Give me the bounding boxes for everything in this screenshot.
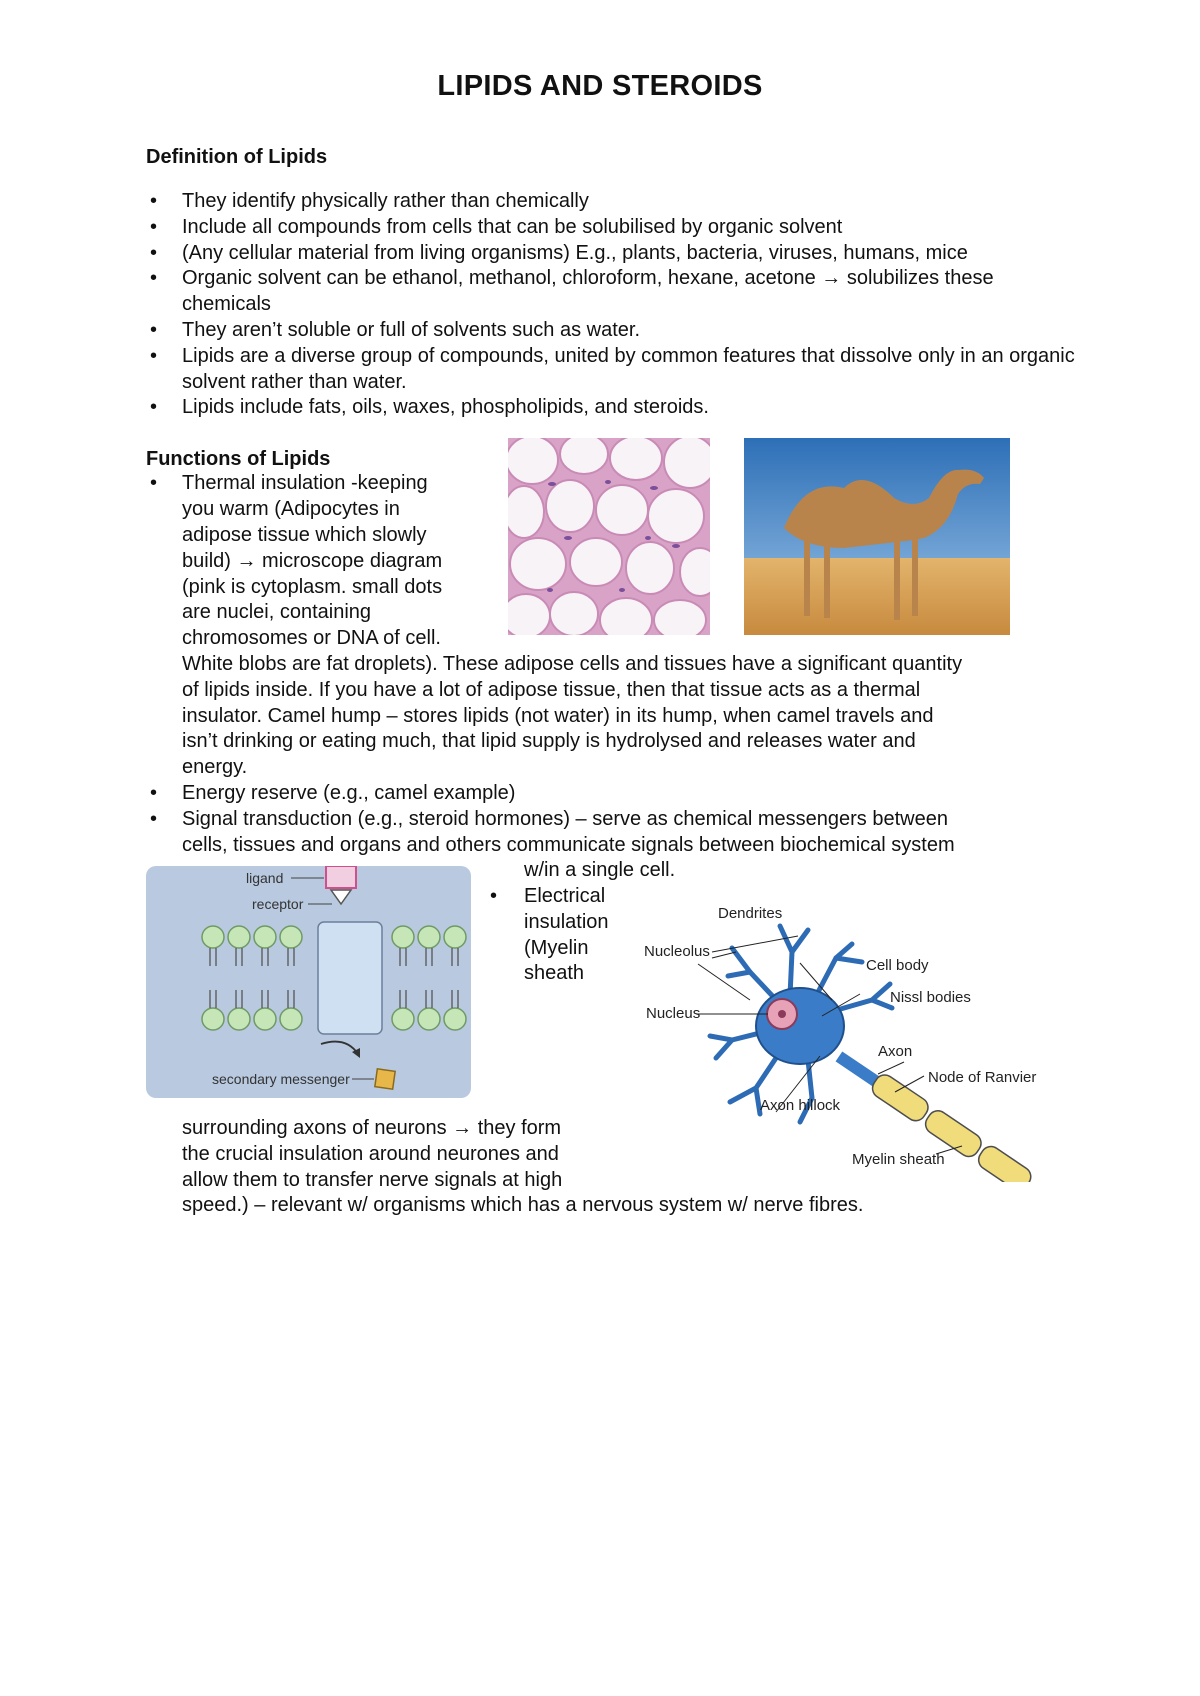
text-line: chromosomes or DNA of cell. bbox=[182, 627, 441, 649]
text-line: Electrical bbox=[524, 885, 606, 907]
camel-image bbox=[744, 438, 1010, 635]
definition-heading: Definition of Lipids bbox=[146, 146, 328, 168]
bullet: • bbox=[150, 808, 158, 830]
list-item: • Lipids include fats, oils, waxes, phospholipids, and steroids. bbox=[146, 395, 1076, 421]
list-item: • They aren’t soluble or full of solvents such as water. bbox=[146, 318, 1076, 344]
list-item: • (Any cellular material from living organisms) E.g., plants, bacteria, viruses, humans, mice bbox=[146, 241, 1076, 267]
nucleus-label: Nucleus bbox=[646, 1005, 701, 1022]
text-line: adipose tissue which slowly bbox=[182, 524, 427, 546]
list-item: • Include all compounds from cells that can be solubilised by organic solvent bbox=[146, 215, 1076, 241]
text-line: Thermal insulation -keeping bbox=[182, 472, 428, 494]
secondary-messenger-label: secondary messenger bbox=[212, 1071, 350, 1087]
text-line: surrounding axons of neurons → they form bbox=[182, 1117, 562, 1139]
text-line: are nuclei, containing bbox=[182, 601, 372, 623]
text-line: energy. bbox=[182, 756, 248, 778]
cell-body-label: Cell body bbox=[866, 957, 929, 974]
text-line: (Myelin bbox=[524, 937, 589, 959]
nissl-bodies-label: Nissl bodies bbox=[890, 989, 971, 1006]
ligand-label: ligand bbox=[246, 870, 284, 886]
bullet: • bbox=[150, 782, 158, 804]
neuron-diagram bbox=[640, 892, 1040, 1182]
axon-hillock-label: Axon hillock bbox=[760, 1097, 841, 1114]
text-line: build) → microscope diagram bbox=[182, 550, 443, 572]
receptor-label: receptor bbox=[252, 896, 304, 912]
definition-list bbox=[146, 189, 1076, 421]
text-line: w/in a single cell. bbox=[524, 859, 676, 881]
text-line: Signal transduction (e.g., steroid hormones) – serve as chemical messengers between bbox=[182, 808, 948, 830]
receptor-diagram bbox=[146, 866, 471, 1098]
bullet: • bbox=[490, 885, 498, 907]
list-item: • They identify physically rather than chemically bbox=[146, 189, 1076, 215]
dendrites-label: Dendrites bbox=[718, 905, 783, 922]
text-line: insulation bbox=[524, 911, 609, 933]
text-line: the crucial insulation around neurones and bbox=[182, 1143, 559, 1165]
functions-heading: Functions of Lipids bbox=[146, 448, 331, 470]
text-line: speed.) – relevant w/ organisms which has a nervous system w/ nerve fibres. bbox=[182, 1194, 864, 1216]
list-item: • Organic solvent can be ethanol, methanol, chloroform, hexane, acetone → solubilizes these chemicals bbox=[146, 266, 1076, 318]
text-line: (pink is cytoplasm. small dots bbox=[182, 576, 443, 598]
node-of-ranvier-label: Node of Ranvier bbox=[928, 1069, 1037, 1086]
energy-reserve-item: Energy reserve (e.g., camel example) bbox=[182, 782, 516, 804]
adipose-tissue-image bbox=[508, 438, 710, 635]
text-line: of lipids inside. If you have a lot of adipose tissue, then that tissue acts as a thermal bbox=[182, 679, 921, 701]
text-line: you warm (Adipocytes in bbox=[182, 498, 400, 520]
text-line: allow them to transfer nerve signals at high bbox=[182, 1169, 563, 1191]
bullet: • bbox=[150, 472, 158, 494]
text-line: insulator. Camel hump – stores lipids (not water) in its hump, when camel travels and bbox=[182, 705, 934, 727]
text-line: White blobs are fat droplets). These adipose cells and tissues have a significant quantity bbox=[182, 653, 963, 675]
myelin-sheath-label: Myelin sheath bbox=[852, 1151, 945, 1168]
text-line: cells, tissues and organs and others communicate signals between biochemical system bbox=[182, 834, 955, 856]
text-line: isn’t drinking or eating much, that lipid supply is hydrolysed and releases water and bbox=[182, 730, 916, 752]
list-item: • Lipids are a diverse group of compounds, united by common features that dissolve only in an organic solvent rather than water. bbox=[146, 344, 1076, 396]
axon-label: Axon bbox=[878, 1043, 913, 1060]
nucleolus-label: Nucleolus bbox=[644, 943, 710, 960]
page-title: LIPIDS AND STEROIDS bbox=[437, 70, 763, 102]
text-line: sheath bbox=[524, 962, 585, 984]
